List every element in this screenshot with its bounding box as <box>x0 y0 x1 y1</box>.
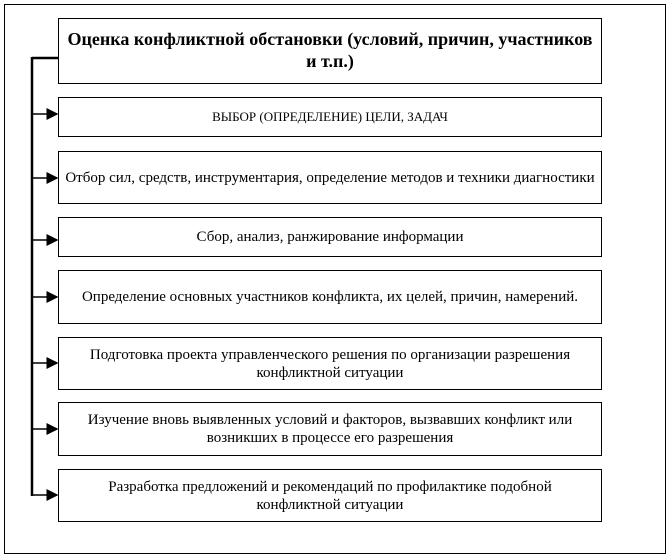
step-box-new-factors <box>58 402 602 456</box>
step-text: Разработка предложений и рекомендаций по профилактике подобной конфликтной ситуации <box>108 478 552 513</box>
step-text: Сбор, анализ, ранжирование информации <box>196 229 464 245</box>
step-text: Определение основных участников конфликта, их целей, причин, намерений. <box>81 289 579 305</box>
step-text: Подготовка проекта управленческого решения по организации разрешения конфликтной ситуации <box>89 346 571 381</box>
step-box-goal <box>58 97 602 137</box>
step-box-information <box>58 217 602 257</box>
step-box-resources <box>58 151 602 204</box>
step-box-prevention <box>58 469 602 522</box>
title-text: Оценка конфликтной обстановки (условий, причин, участников и т.п.) <box>67 29 593 71</box>
step-text: ВЫБОР (ОПРЕДЕЛЕНИЕ) ЦЕЛИ, ЗАДАЧ <box>212 109 448 125</box>
step-text: Отбор сил, средств, инструментария, определение методов и техники диагностики <box>65 169 595 186</box>
step-box-decision <box>58 337 602 390</box>
step-text: Изучение вновь выявленных условий и факторов, вызвавших конфликт или возникших в процессе его разрешения <box>87 412 573 446</box>
step-box-participants <box>58 270 602 324</box>
title-box <box>58 18 602 84</box>
